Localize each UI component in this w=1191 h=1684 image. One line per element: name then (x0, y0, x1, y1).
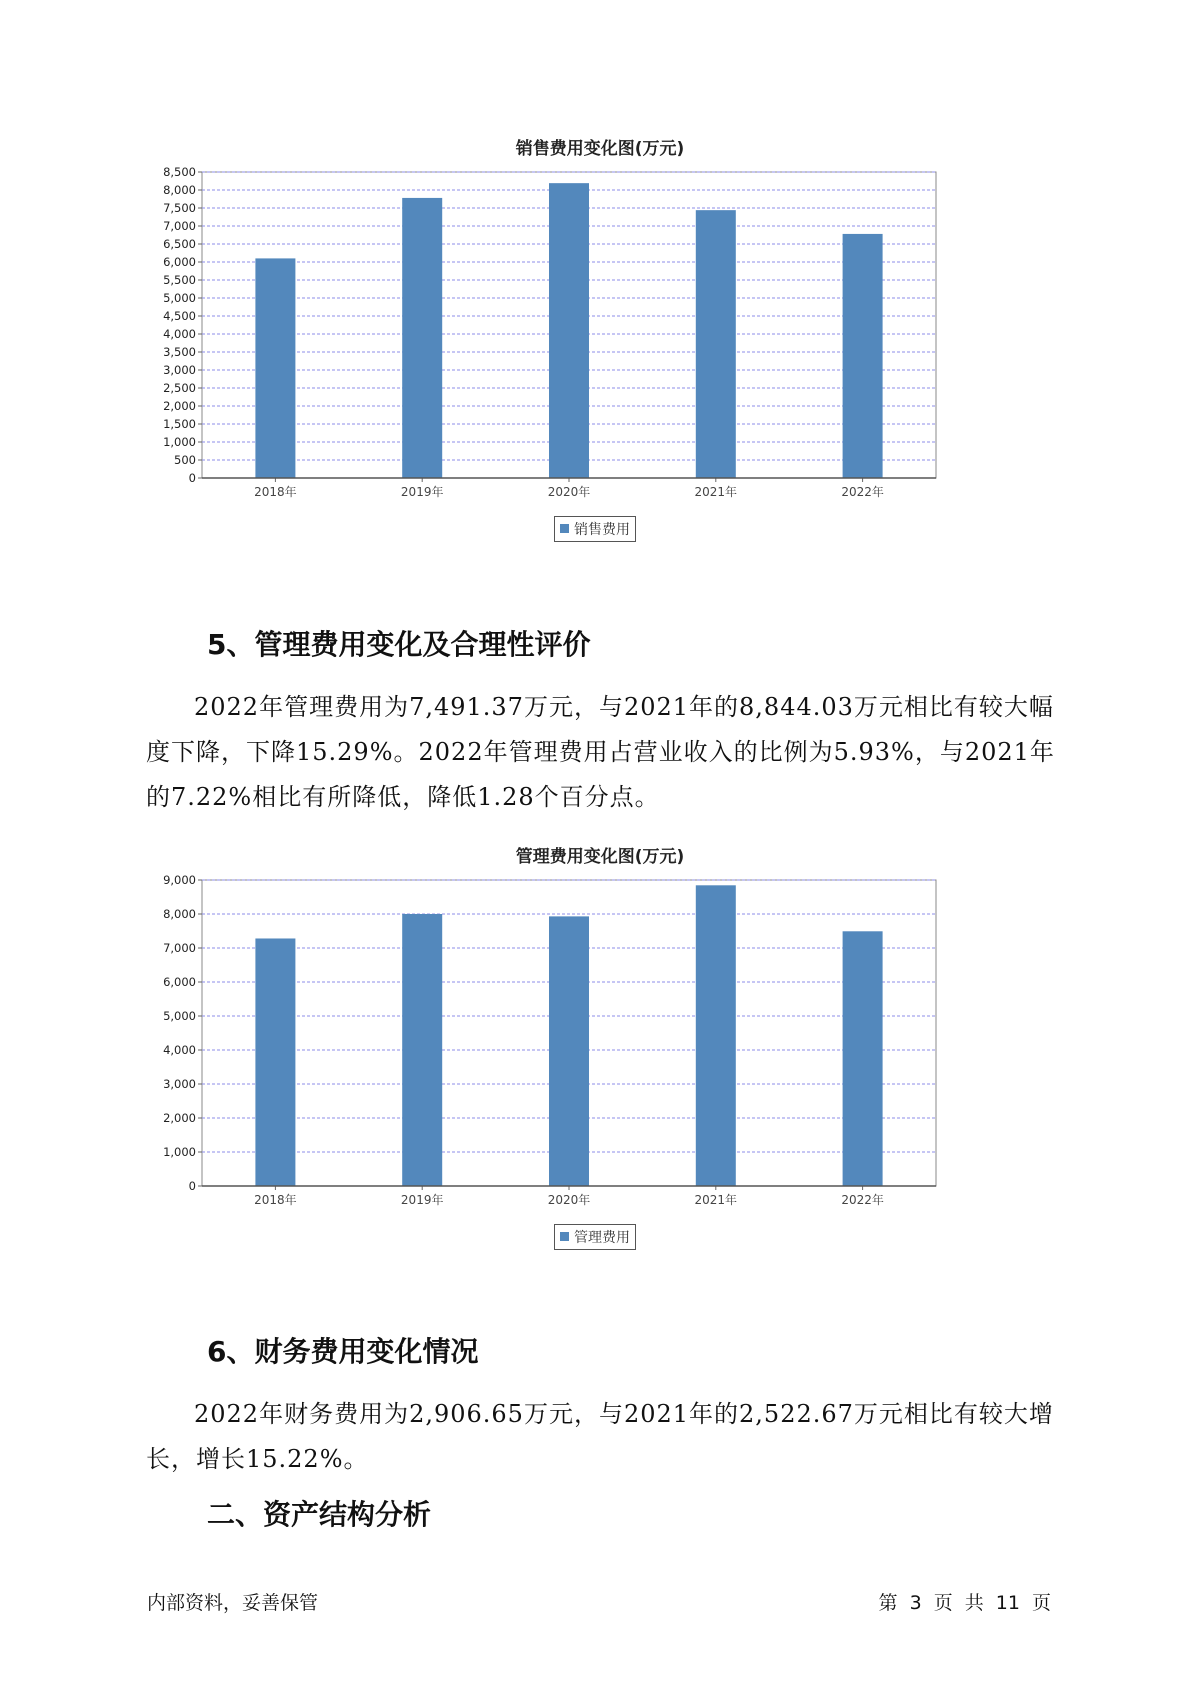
y-tick-label: 2,000 (163, 399, 196, 413)
sales-expense-chart (150, 130, 1050, 550)
y-tick-label: 8,000 (163, 183, 196, 197)
y-tick-label: 4,500 (163, 309, 196, 323)
chart-title: 管理费用变化图(万元) (515, 847, 685, 867)
footer-confidential-note: 内部资料，妥善保管 (147, 1592, 319, 1614)
y-tick-label: 0 (188, 471, 196, 485)
y-tick-label: 8,500 (163, 166, 196, 179)
x-tick-label: 2019年 (400, 485, 444, 499)
x-tick-label: 2020年 (547, 1193, 591, 1207)
bar (255, 258, 295, 478)
bar (696, 210, 736, 478)
y-tick-label: 1,500 (163, 417, 196, 431)
y-tick-label: 0 (188, 1179, 196, 1193)
management-expense-chart (150, 838, 1050, 1258)
x-tick-label: 2020年 (547, 485, 591, 499)
y-tick-label: 8,000 (163, 907, 196, 921)
section-6-heading: 6、财务费用变化情况 (207, 1335, 479, 1368)
bar (696, 885, 736, 1186)
bar (843, 234, 883, 478)
legend-label: 管理费用 (574, 1230, 630, 1246)
footer-page-number: 第 3 页 共 11 页 (878, 1592, 1051, 1614)
y-tick-label: 4,000 (163, 327, 196, 341)
bar (843, 931, 883, 1186)
y-tick-label: 7,000 (163, 941, 196, 955)
y-tick-label: 2,500 (163, 381, 196, 395)
y-tick-label: 4,000 (163, 1043, 196, 1057)
y-tick-label: 500 (174, 453, 196, 467)
bar (255, 938, 295, 1186)
y-tick-label: 5,500 (163, 273, 196, 287)
y-tick-label: 5,000 (163, 1009, 196, 1023)
y-tick-label: 1,000 (163, 435, 196, 449)
section-5-heading: 5、管理费用变化及合理性评价 (207, 628, 591, 661)
y-tick-label: 3,000 (163, 363, 196, 377)
x-tick-label: 2018年 (254, 1193, 297, 1207)
y-tick-label: 2,000 (163, 1111, 196, 1125)
chart-plot (150, 874, 1050, 1244)
legend-label: 销售费用 (574, 522, 630, 538)
x-tick-label: 2018年 (254, 485, 297, 499)
chart-title: 销售费用变化图(万元) (515, 139, 685, 159)
y-tick-label: 7,500 (163, 201, 196, 215)
y-tick-label: 7,000 (163, 219, 196, 233)
x-tick-label: 2022年 (841, 485, 884, 499)
y-tick-label: 5,000 (163, 291, 196, 305)
bar (549, 916, 589, 1186)
y-tick-label: 6,000 (163, 975, 196, 989)
chart-legend (554, 1224, 636, 1250)
chart-plot (150, 166, 1050, 536)
legend-swatch (560, 1232, 569, 1241)
y-tick-label: 3,500 (163, 345, 196, 359)
section-5-paragraph: 2022年管理费用为7,491.37万元，与2021年的8,844.03万元相比有较大幅度下降，下降15.29%。2022年管理费用占营业收入的比例为5.93%，与2021年的7.22%相比有所降低，降低1.28个百分点。 (146, 693, 1055, 811)
y-tick-label: 1,000 (163, 1145, 196, 1159)
x-tick-label: 2021年 (694, 485, 738, 499)
y-tick-label: 6,500 (163, 237, 196, 251)
legend-swatch (560, 524, 569, 533)
section-asset-heading: 二、资产结构分析 (207, 1498, 432, 1531)
y-tick-label: 3,000 (163, 1077, 196, 1091)
y-tick-label: 9,000 (163, 874, 196, 887)
chart-legend (554, 516, 636, 542)
bar (402, 198, 442, 478)
x-tick-label: 2022年 (841, 1193, 884, 1207)
section-6-paragraph: 2022年财务费用为2,906.65万元，与2021年的2,522.67万元相比有较大增长，增长15.22%。 (146, 1400, 1054, 1473)
x-tick-label: 2019年 (400, 1193, 444, 1207)
bar (549, 183, 589, 478)
y-tick-label: 6,000 (163, 255, 196, 269)
bar (402, 914, 442, 1186)
x-tick-label: 2021年 (694, 1193, 738, 1207)
